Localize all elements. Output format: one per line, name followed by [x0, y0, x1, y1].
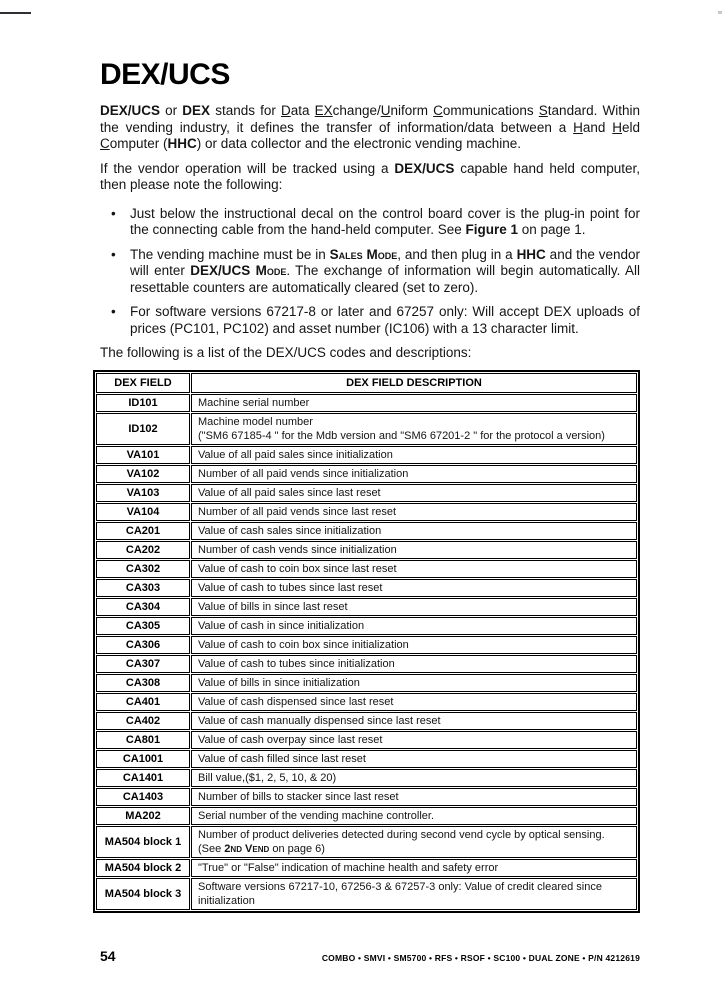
text-segment: HHC: [167, 136, 197, 151]
text-segment: DEX/UCS: [190, 263, 256, 278]
text-segment: Value of all paid sales since initialization: [198, 448, 393, 461]
table-row: [96, 636, 637, 654]
text-segment: Sales Mode: [329, 246, 398, 262]
text-segment: EX: [314, 103, 333, 118]
text-segment: omputer (: [109, 136, 168, 151]
dex-field-code: CA308: [96, 674, 190, 692]
col-header-dex-field: DEX FIELD: [96, 373, 190, 393]
dex-field-code: CA401: [96, 693, 190, 711]
text-segment: S: [538, 103, 548, 118]
dex-field-code: MA504 block 3: [96, 878, 190, 910]
dex-field-code: VA104: [96, 503, 190, 521]
table-row: [96, 878, 637, 910]
text-segment: capable hand held computer, then please note the following:: [100, 160, 640, 192]
table-row: [96, 807, 637, 825]
table-row: [96, 446, 637, 464]
dex-field-description: [191, 560, 637, 578]
dex-field-code: CA302: [96, 560, 190, 578]
text-segment: ommunications: [442, 103, 539, 118]
text-segment: and: [582, 119, 613, 135]
table-row: [96, 693, 637, 711]
text-segment: Value of cash overpay since last reset: [198, 733, 383, 746]
table-row: [96, 413, 637, 445]
text-segment: Value of bills in since last reset: [198, 600, 348, 613]
text-segment: Value of cash sales since initialization: [198, 524, 382, 537]
text-segment: Number of all paid vends since initialization: [198, 467, 409, 480]
dex-field-code: CA307: [96, 655, 190, 673]
intro-paragraph-2: [100, 161, 640, 194]
text-segment: Value of cash in since initialization: [198, 619, 365, 632]
text-segment: DEX: [182, 103, 211, 118]
text-segment: stands for: [210, 103, 281, 118]
table-row: [96, 484, 637, 502]
table-intro-text: The following is a list of the DEX/UCS codes and descriptions:: [100, 345, 472, 360]
dex-codes-table: [93, 370, 640, 913]
text-segment: Value of all paid sales since last reset: [198, 486, 381, 499]
text-segment: The vending machine must be in: [130, 246, 330, 262]
text-segment: on page 6): [269, 842, 325, 855]
text-segment: For software versions 67217-8 or later and 67257 only: Will accept DEX uploads of prices (PC101, PC102) and asset number (IC106) with a 13 character limit.: [130, 304, 640, 336]
text-segment: niform: [390, 103, 434, 118]
dex-field-code: CA1401: [96, 769, 190, 787]
dex-field-code: VA102: [96, 465, 190, 483]
dex-field-description: [191, 413, 637, 445]
text-segment: Serial number of the vending machine controller.: [198, 809, 435, 822]
dex-field-description: [191, 807, 637, 825]
dex-field-description: [191, 750, 637, 768]
text-segment: Mode: [255, 263, 287, 278]
dex-field-description: [191, 541, 637, 559]
dex-field-code: CA303: [96, 579, 190, 597]
dex-field-description: [191, 598, 637, 616]
text-segment: Number of bills to stacker since last reset: [198, 790, 399, 803]
dex-field-description: [191, 484, 637, 502]
text-segment: Value of cash to coin box since last reset: [198, 562, 397, 575]
col-header-dex-field-description: DEX FIELD DESCRIPTION: [191, 373, 637, 393]
dex-field-code: CA1001: [96, 750, 190, 768]
dex-field-description: [191, 674, 637, 692]
text-segment: change/: [332, 103, 381, 118]
dex-field-description: [191, 579, 637, 597]
table-row: [96, 750, 637, 768]
dex-field-code: CA304: [96, 598, 190, 616]
table-row: [96, 541, 637, 559]
text-segment: and the vendor will enter: [130, 246, 640, 278]
dex-field-description: [191, 465, 637, 483]
text-segment: ata: [290, 103, 315, 118]
dex-field-code: MA504 block 1: [96, 826, 190, 858]
dex-field-code: VA103: [96, 484, 190, 502]
dex-field-description: [191, 636, 637, 654]
text-segment: ) or data collector and the electronic vending machine.: [196, 136, 521, 151]
table-row: [96, 788, 637, 806]
dex-field-description: [191, 731, 637, 749]
text-segment: H: [612, 119, 622, 135]
dex-field-code: ID101: [96, 394, 190, 412]
text-segment: tandard. Within the vending industry, it defines the transfer of information/data between a: [100, 103, 640, 135]
text-segment: Value of bills in since initialization: [198, 676, 360, 689]
page-footer: [100, 948, 640, 964]
bullet-item: [100, 206, 640, 239]
table-row: [96, 674, 637, 692]
bullet-item: [100, 304, 640, 337]
text-segment: Value of cash to coin box since initialization: [198, 638, 409, 651]
page-title: DEX/UCS: [100, 58, 230, 91]
text-segment: Software versions 67217-10, 67256-3 & 67257-3 only: Value of credit cleared since initialization: [198, 880, 602, 907]
bullet-item: [100, 247, 640, 297]
text-segment: HHC: [516, 246, 546, 262]
table-row: [96, 617, 637, 635]
dex-field-description: [191, 769, 637, 787]
scan-artifact-speck: [718, 11, 722, 14]
document-page-content: [100, 0, 640, 913]
table-row: [96, 522, 637, 540]
dex-field-description: [191, 655, 637, 673]
text-segment: H: [573, 119, 583, 135]
dex-field-description: [191, 503, 637, 521]
text-segment: Number of cash vends since initialization: [198, 543, 397, 556]
dex-field-code: MA202: [96, 807, 190, 825]
table-row: [96, 503, 637, 521]
table-row: [96, 826, 637, 858]
text-segment: If the vendor operation will be tracked using a: [100, 160, 395, 176]
text-segment: Bill value,($1, 2, 5, 10, & 20): [198, 771, 337, 784]
table-row: [96, 579, 637, 597]
table-row: [96, 731, 637, 749]
dex-field-code: ID102: [96, 413, 190, 445]
text-segment: DEX/UCS: [394, 160, 455, 176]
dex-field-code: CA201: [96, 522, 190, 540]
text-segment: . The exchange of information will begin automatically. All resettable counters are automatically cleared (set to zero).: [130, 263, 641, 295]
dex-field-code: CA306: [96, 636, 190, 654]
intro-paragraph-1: [100, 103, 640, 153]
dex-field-description: [191, 712, 637, 730]
text-segment: , and then plug in a: [397, 246, 517, 262]
table-row: [96, 712, 637, 730]
table-header-row: [96, 373, 637, 393]
dex-field-description: [191, 693, 637, 711]
text-segment: Number of product deliveries detected during second vend cycle by optical sensing. (See: [198, 828, 605, 855]
dex-field-description: [191, 826, 637, 858]
footer-models-text: COMBO • SMVI • SM5700 • RFS • RSOF • SC100 • DUAL ZONE • P/N 4212619: [321, 953, 640, 963]
text-segment: Value of cash filled since last reset: [198, 752, 366, 765]
table-row: [96, 655, 637, 673]
dex-field-description: [191, 446, 637, 464]
text-segment: on page 1.: [517, 222, 586, 237]
table-row: [96, 560, 637, 578]
dex-field-description: [191, 617, 637, 635]
table-row: [96, 465, 637, 483]
text-segment: U: [380, 103, 391, 118]
text-segment: or: [160, 103, 183, 118]
text-segment: ("SM6 67185-4 " for the Mdb version and "SM6 67201-2 " for the protocol a version): [198, 429, 605, 442]
dex-field-code: CA801: [96, 731, 190, 749]
dex-field-description: [191, 394, 637, 412]
dex-field-code: MA504 block 2: [96, 859, 190, 877]
text-segment: 2nd Vend: [224, 842, 270, 855]
dex-field-description: [191, 522, 637, 540]
text-segment: Number of all paid vends since last reset: [198, 505, 397, 518]
text-segment: Value of cash manually dispensed since last reset: [198, 714, 441, 727]
dex-field-code: CA1403: [96, 788, 190, 806]
text-segment: Figure 1: [465, 222, 518, 237]
text-segment: Machine model number: [198, 415, 313, 428]
text-segment: Value of cash to tubes since initialization: [198, 657, 395, 670]
text-segment: C: [433, 103, 443, 118]
dex-field-description: [191, 878, 637, 910]
table-row: [96, 598, 637, 616]
text-segment: DEX/UCS: [100, 103, 161, 118]
dex-field-code: CA202: [96, 541, 190, 559]
text-segment: "True" or "False" indication of machine health and safety error: [198, 861, 499, 874]
text-segment: eld: [622, 119, 641, 135]
table-row: [96, 769, 637, 787]
dex-field-description: [191, 788, 637, 806]
text-segment: C: [100, 136, 110, 151]
text-segment: Value of cash to tubes since last reset: [198, 581, 383, 594]
text-segment: Just below the instructional decal on the control board cover is the plug-in point for the connecting cable from the hand-held computer. See: [130, 205, 640, 237]
dex-field-code: CA305: [96, 617, 190, 635]
text-segment: D: [281, 103, 291, 118]
text-segment: Machine serial number: [198, 396, 310, 409]
scan-artifact-line: [0, 12, 31, 14]
text-segment: Value of cash dispensed since last reset: [198, 695, 394, 708]
table-row: [96, 394, 637, 412]
table-row: [96, 859, 637, 877]
page-number: 54: [100, 948, 116, 964]
bullet-list: [100, 206, 640, 338]
dex-field-description: [191, 859, 637, 877]
dex-field-code: VA101: [96, 446, 190, 464]
dex-field-code: CA402: [96, 712, 190, 730]
